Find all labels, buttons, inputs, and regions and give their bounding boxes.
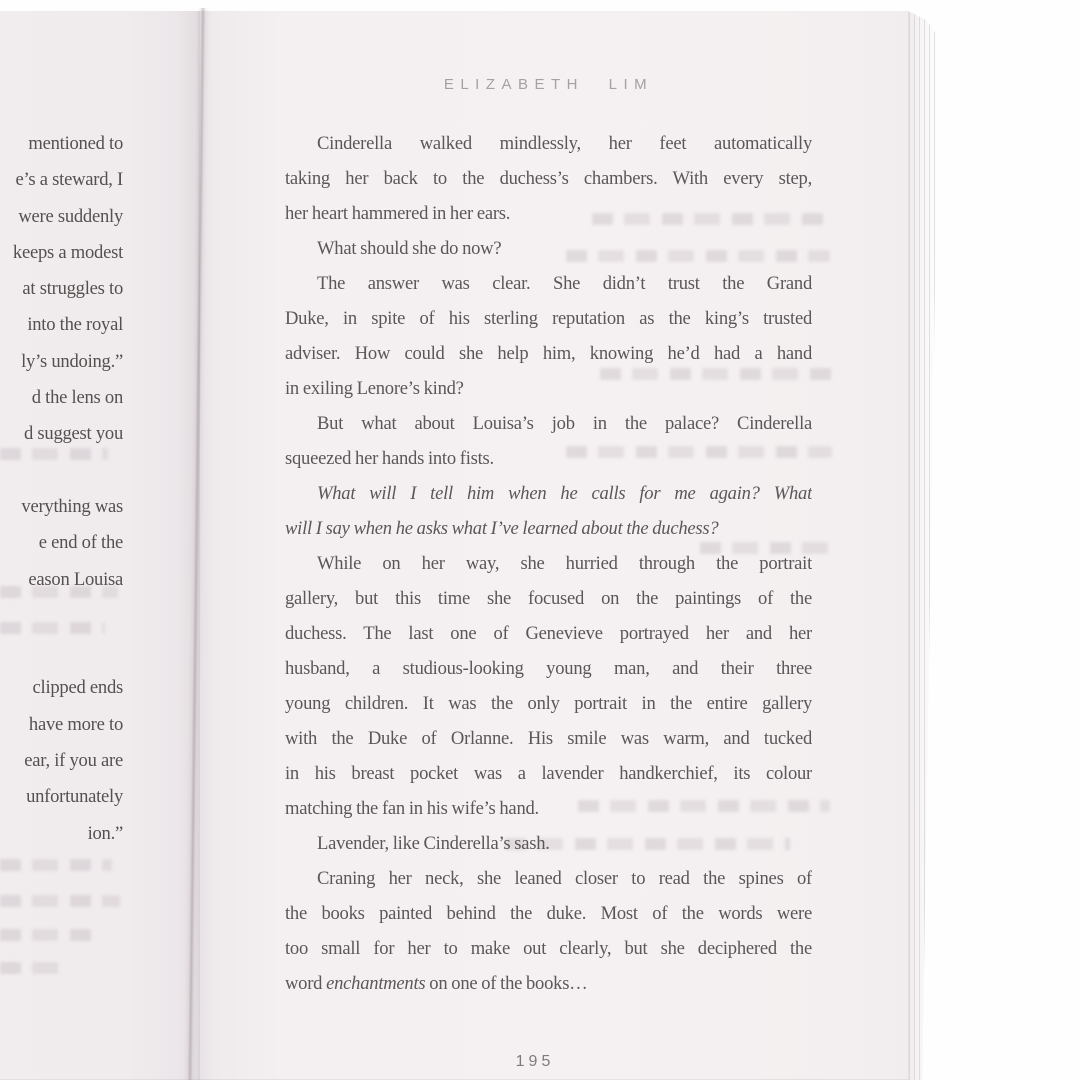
text-line: Duke, in spite of his sterling reputation as the king’s trusted bbox=[285, 308, 812, 329]
text-line: too small for her to make out clearly, but she deciphered the bbox=[285, 938, 812, 959]
text-line: taking her back to the duchess’s chambers. With every step, bbox=[285, 168, 812, 189]
left-page-line: unfortunately bbox=[26, 786, 123, 808]
italic-word: enchantments bbox=[326, 973, 426, 994]
text-line: The answer was clear. She didn’t trust the Grand bbox=[317, 273, 812, 294]
page-edge-stack bbox=[908, 11, 939, 1080]
left-page-line: were suddenly bbox=[18, 205, 123, 227]
left-page-line bbox=[0, 598, 123, 634]
show-through-line bbox=[0, 859, 112, 871]
left-page-line: d suggest you bbox=[23, 423, 123, 445]
left-page-text-fragments bbox=[0, 126, 123, 852]
left-page-line: into the royal bbox=[27, 314, 123, 336]
text-line: What will I tell him when he calls for me again? What bbox=[317, 483, 812, 504]
left-page-line: ly’s undoing.” bbox=[21, 350, 123, 372]
text-line: squeezed her hands into fists. bbox=[285, 448, 494, 469]
running-header: ELIZABETH LIM bbox=[443, 76, 654, 93]
text-line: husband, a studious-looking young man, and their three bbox=[285, 658, 812, 679]
left-page-line: verything was bbox=[21, 495, 123, 517]
text-line: will I say when he asks what I’ve learned about the duchess? bbox=[285, 518, 719, 539]
left-page-line bbox=[0, 634, 123, 670]
left-page-line: mentioned to bbox=[28, 133, 123, 154]
left-page-line: e end of the bbox=[38, 532, 123, 554]
text-line: While on her way, she hurried through the portrait bbox=[317, 553, 812, 574]
text-line: Craning her neck, she leaned closer to read the spines of bbox=[317, 868, 812, 889]
text-line: word enchantments on one of the books… bbox=[285, 973, 588, 994]
text-line: the books painted behind the duke. Most of the words were bbox=[285, 903, 812, 924]
show-through-line bbox=[0, 929, 96, 941]
left-page-line bbox=[0, 453, 123, 489]
left-page-line: at struggles to bbox=[22, 278, 123, 300]
left-page-line: ear, if you are bbox=[24, 750, 123, 772]
text-line: in his breast pocket was a lavender handkerchief, its colour bbox=[285, 763, 812, 784]
text-line: gallery, but this time she focused on the paintings of the bbox=[285, 588, 812, 609]
text-line: her heart hammered in her ears. bbox=[285, 203, 511, 224]
text-line: What should she do now? bbox=[317, 238, 502, 259]
show-through-line bbox=[0, 962, 64, 974]
text-line: Cinderella walked mindlessly, her feet automatically bbox=[317, 133, 812, 154]
left-page-line: have more to bbox=[28, 713, 123, 735]
body-text bbox=[285, 126, 812, 1001]
text-line: Lavender, like Cinderella’s sash. bbox=[317, 833, 550, 854]
text-line: in exiling Lenore’s kind? bbox=[285, 378, 464, 399]
text-line: adviser. How could she help him, knowing he’d had a hand bbox=[285, 343, 812, 364]
left-page-line: d the lens on bbox=[31, 387, 123, 409]
text-line: But what about Louisa’s job in the palace? Cinderella bbox=[317, 413, 812, 434]
left-page-line: e’s a steward, I bbox=[15, 169, 123, 191]
page-number: 195 bbox=[515, 1053, 555, 1070]
text-line: with the Duke of Orlanne. His smile was warm, and tucked bbox=[285, 728, 812, 749]
text-line: matching the fan in his wife’s hand. bbox=[285, 798, 539, 819]
show-through-line bbox=[0, 895, 120, 907]
text-line: young children. It was the only portrait in the entire gallery bbox=[285, 693, 812, 714]
text-line: duchess. The last one of Genevieve portrayed her and her bbox=[285, 623, 812, 644]
left-page-line: clipped ends bbox=[32, 677, 123, 699]
left-page-line: keeps a modest bbox=[12, 241, 123, 263]
left-page-line: ion.” bbox=[87, 822, 123, 844]
left-page-line: eason Louisa bbox=[28, 568, 123, 590]
